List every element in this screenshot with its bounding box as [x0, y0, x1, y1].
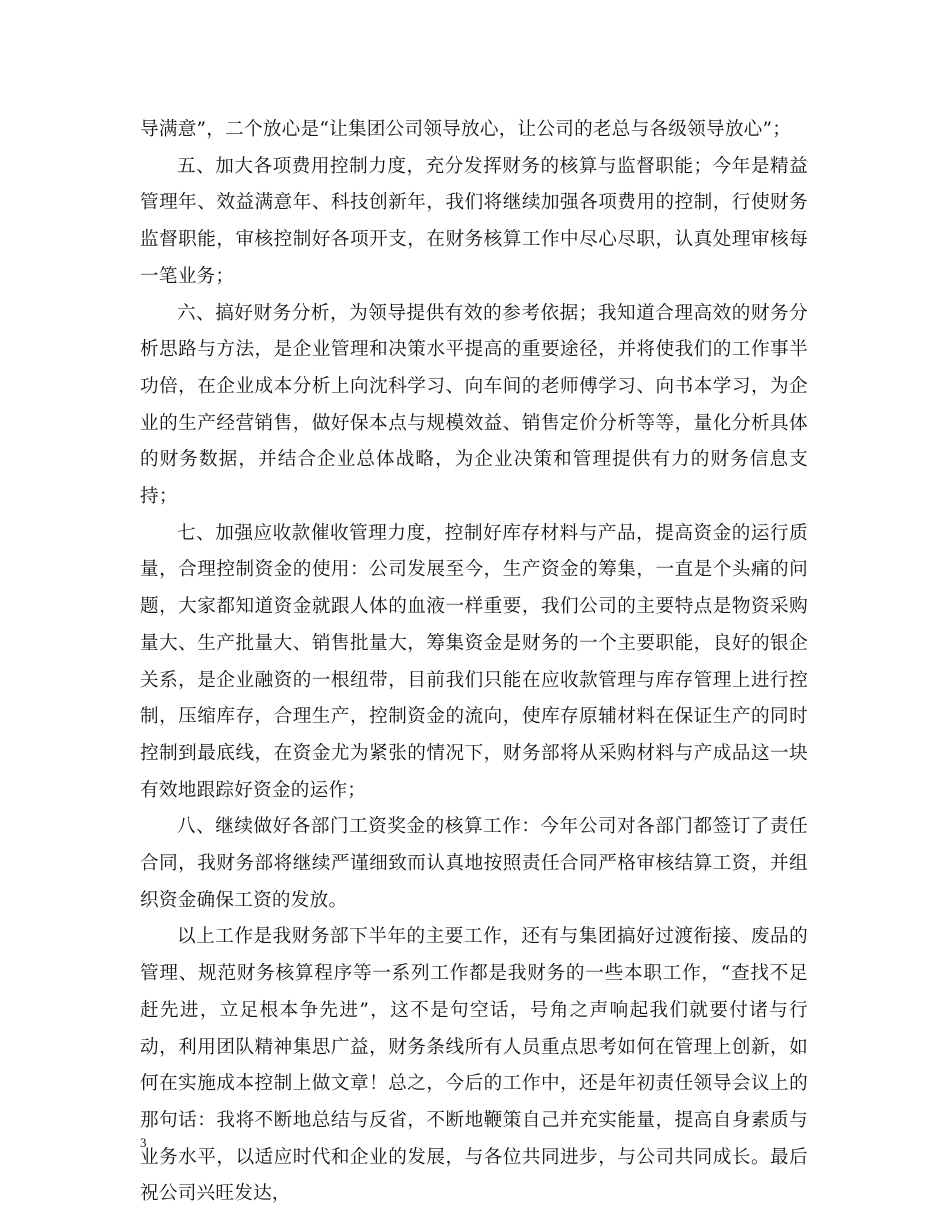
document-body	[140, 112, 808, 1213]
paragraph-item-6: 六、搞好财务分析，为领导提供有效的参考依据；我知道合理高效的财务分析思路与方法，是企业管理和决策水平提高的重要途径，并将使我们的工作事半功倍，在企业成本分析上向沈科学习、向车间的老师傅学习、向书本学习，为企业的生产经营销售，做好保本点与规模效益、销售定价分析等等，量化分析具体的财务数据，并结合企业总体战略，为企业决策和管理提供有力的财务信息支持；	[140, 302, 808, 508]
paragraph-item-5: 五、加大各项费用控制力度，充分发挥财务的核算与监督职能；今年是精益管理年、效益满意年、科技创新年，我们将继续加强各项费用的控制，行使财务监督职能，审核控制好各项开支，在财务核算工作中尽心尽职，认真处理审核每一笔业务；	[140, 155, 808, 287]
page-number: 3	[140, 1135, 147, 1150]
paragraph-continued: 导满意”，二个放心是“让集团公司领导放心，让公司的老总与各级领导放心”；	[140, 119, 792, 140]
paragraph-item-8: 八、继续做好各部门工资奖金的核算工作：今年公司对各部门都签订了责任合同，我财务部将继续严谨细致而认真地按照责任合同严格审核结算工资，并组织资金确保工资的发放。	[140, 816, 808, 911]
paragraph-conclusion: 以上工作是我财务部下半年的主要工作，还有与集团搞好过渡衔接、废品的管理、规范财务核算程序等一系列工作都是我财务的一些本职工作，“查找不足赶先进，立足根本争先进”，这不是句空话，号角之声响起我们就要付诸与行动，利用团队精神集思广益，财务条线所有人员重点思考如何在管理上创新，如何在实施成本控制上做文章！总之，今后的工作中，还是年初责任领导会议上的那句话：我将不断地总结与反省，不断地鞭策自己并充实能量，提高自身素质与业务水平，以适应时代和企业的发展，与各位共同进步，与公司共同成长。最后祝公司兴旺发达，	[140, 926, 808, 1205]
paragraph-item-7: 七、加强应收款催收管理力度，控制好库存材料与产品，提高资金的运行质量，合理控制资金的使用：公司发展至今，生产资金的筹集，一直是个头痛的问题，大家都知道资金就跟人体的血液一样重要，我们公司的主要特点是物资采购量大、生产批量大、销售批量大，筹集资金是财务的一个主要职能，良好的银企关系，是企业融资的一根纽带，目前我们只能在应收款管理与库存管理上进行控制，压缩库存，合理生产，控制资金的流向，使库存原辅材料在保证生产的同时控制到最底线，在资金尤为紧张的情况下，财务部将从采购材料与产成品这一块有效地跟踪好资金的运作；	[140, 522, 808, 801]
